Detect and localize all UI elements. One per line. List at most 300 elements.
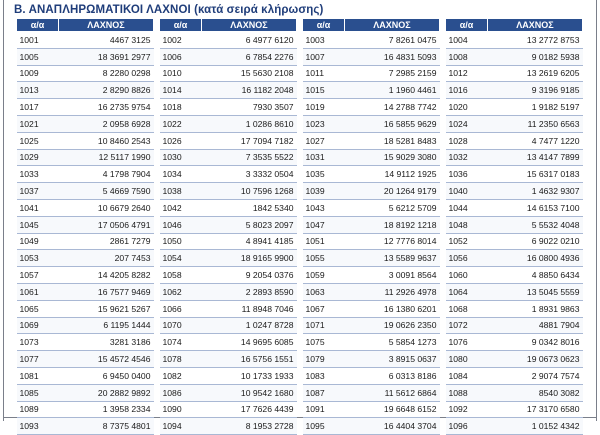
table-row [446,351,583,368]
row-lachnos: 14 4205 8282 [59,267,154,284]
table-row [160,48,297,65]
row-aa: 1014 [160,82,202,99]
row-aa: 1078 [160,351,202,368]
row-aa: 1042 [160,199,202,216]
row-lachnos: 1 9182 5197 [488,99,583,116]
row-lachnos: 3 3332 0504 [202,166,297,183]
table-row [446,32,583,49]
table-row [17,115,154,132]
row-lachnos: 9 0342 8016 [488,334,583,351]
header-aa: α/α [17,19,59,32]
row-aa: 1020 [446,99,488,116]
row-aa: 1006 [160,48,202,65]
table-row [160,384,297,401]
row-aa: 1060 [446,267,488,284]
table-row [303,99,440,116]
table-row [160,317,297,334]
table-row [17,132,154,149]
row-aa: 1046 [160,216,202,233]
table-row [17,300,154,317]
row-lachnos: 8 1953 2728 [202,418,297,435]
table-row [446,250,583,267]
row-aa: 1080 [446,351,488,368]
row-aa: 1002 [160,32,202,49]
row-lachnos: 4 1798 7904 [59,166,154,183]
table-row [17,367,154,384]
table-row [17,283,154,300]
row-aa: 1067 [303,300,345,317]
row-lachnos: 14 2788 7742 [345,99,440,116]
row-aa: 1032 [446,149,488,166]
row-aa: 1024 [446,115,488,132]
table-row [446,401,583,418]
row-aa: 1009 [17,65,59,82]
table-row [17,418,154,435]
table-header-row [303,19,440,32]
row-aa: 1037 [17,183,59,200]
table-row [446,166,583,183]
row-lachnos: 10 7596 1268 [202,183,297,200]
table-row [303,82,440,99]
row-aa: 1085 [17,384,59,401]
row-aa: 1047 [303,216,345,233]
row-aa: 1030 [160,149,202,166]
row-aa: 1029 [17,149,59,166]
row-aa: 1040 [446,183,488,200]
row-aa: 1093 [17,418,59,435]
row-lachnos: 14 9695 6085 [202,334,297,351]
row-aa: 1071 [303,317,345,334]
table-row [446,418,583,435]
row-aa: 1044 [446,199,488,216]
row-aa: 1010 [160,65,202,82]
row-lachnos: 8 7375 4801 [59,418,154,435]
row-aa: 1035 [303,166,345,183]
table-row [160,183,297,200]
table-row [303,115,440,132]
table-row [160,216,297,233]
row-lachnos: 18 3691 2977 [59,48,154,65]
row-aa: 1086 [160,384,202,401]
table-row [446,267,583,284]
row-lachnos: 13 2619 6205 [488,65,583,82]
table-row [160,250,297,267]
row-lachnos: 4 7477 1220 [488,132,583,149]
row-lachnos: 15 6317 0183 [488,166,583,183]
row-aa: 1015 [303,82,345,99]
table-row [17,250,154,267]
table-row [303,351,440,368]
row-lachnos: 12 7776 8014 [345,233,440,250]
row-lachnos: 4 8850 6434 [488,267,583,284]
row-aa: 1069 [17,317,59,334]
row-aa: 1034 [160,166,202,183]
row-lachnos: 13 5589 9637 [345,250,440,267]
row-lachnos: 1 1960 4461 [345,82,440,99]
row-aa: 1018 [160,99,202,116]
table-row [303,233,440,250]
table-row [446,199,583,216]
row-lachnos: 4881 7904 [488,317,583,334]
table-row [446,233,583,250]
row-aa: 1096 [446,418,488,435]
row-lachnos: 1 0247 8728 [202,317,297,334]
row-aa: 1008 [446,48,488,65]
row-lachnos: 18 9165 9900 [202,250,297,267]
row-aa: 1068 [446,300,488,317]
row-aa: 1036 [446,166,488,183]
header-lachnos: ΛΑΧΝΟΣ [345,19,440,32]
row-lachnos: 14 9112 1925 [345,166,440,183]
table-row [17,65,154,82]
row-aa: 1038 [160,183,202,200]
row-aa: 1050 [160,233,202,250]
table-row [446,48,583,65]
row-lachnos: 6 1195 1444 [59,317,154,334]
table-row [303,267,440,284]
header-aa: α/α [160,19,202,32]
row-lachnos: 1 0152 4342 [488,418,583,435]
row-aa: 1049 [17,233,59,250]
row-aa: 1019 [303,99,345,116]
table-row [160,367,297,384]
row-lachnos: 20 2882 9892 [59,384,154,401]
row-lachnos: 16 4831 5093 [345,48,440,65]
row-lachnos: 5 5532 4048 [488,216,583,233]
table-row [446,384,583,401]
table-row [303,65,440,82]
row-aa: 1003 [303,32,345,49]
table-row [17,216,154,233]
table-row [17,384,154,401]
table-row [446,216,583,233]
row-lachnos: 17 7094 7182 [202,132,297,149]
row-lachnos: 18 8192 1218 [345,216,440,233]
table-row [446,317,583,334]
lottery-tables [16,18,583,435]
row-aa: 1063 [303,283,345,300]
row-lachnos: 2 0958 6928 [59,115,154,132]
row-aa: 1021 [17,115,59,132]
row-aa: 1017 [17,99,59,116]
row-aa: 1074 [160,334,202,351]
row-aa: 1083 [303,367,345,384]
row-aa: 1059 [303,267,345,284]
row-lachnos: 12 5117 1990 [59,149,154,166]
lottery-table-2 [159,18,297,435]
header-aa: α/α [303,19,345,32]
row-lachnos: 4 8941 4185 [202,233,297,250]
row-aa: 1091 [303,401,345,418]
table-row [160,300,297,317]
row-lachnos: 17 7626 4439 [202,401,297,418]
table-row [160,401,297,418]
row-aa: 1027 [303,132,345,149]
row-aa: 1062 [160,283,202,300]
table-row [160,115,297,132]
row-aa: 1089 [17,401,59,418]
page-border-right [596,0,597,421]
row-aa: 1094 [160,418,202,435]
row-lachnos: 18 5281 8483 [345,132,440,149]
row-aa: 1001 [17,32,59,49]
table-row [160,199,297,216]
row-aa: 1048 [446,216,488,233]
row-lachnos: 1 8931 9863 [488,300,583,317]
row-lachnos: 6 4977 6120 [202,32,297,49]
row-aa: 1043 [303,199,345,216]
table-row [17,166,154,183]
table-row [303,317,440,334]
row-aa: 1031 [303,149,345,166]
table-row [17,32,154,49]
row-lachnos: 7 2985 2159 [345,65,440,82]
table-row [303,32,440,49]
header-lachnos: ΛΑΧΝΟΣ [59,19,154,32]
page-border-left [3,0,4,421]
row-aa: 1011 [303,65,345,82]
row-aa: 1064 [446,283,488,300]
table-row [160,233,297,250]
row-lachnos: 1 4632 9307 [488,183,583,200]
row-lachnos: 13 2772 8753 [488,32,583,49]
row-aa: 1082 [160,367,202,384]
table-row [17,317,154,334]
row-lachnos: 15 4572 4546 [59,351,154,368]
row-aa: 1025 [17,132,59,149]
row-aa: 1041 [17,199,59,216]
table-row [17,267,154,284]
table-row [446,99,583,116]
row-aa: 1095 [303,418,345,435]
row-aa: 1066 [160,300,202,317]
table-row [446,82,583,99]
row-aa: 1005 [17,48,59,65]
row-lachnos: 9 0182 5938 [488,48,583,65]
row-lachnos: 2 2893 8590 [202,283,297,300]
row-aa: 1022 [160,115,202,132]
table-row [303,384,440,401]
row-aa: 1061 [17,283,59,300]
table-row [160,99,297,116]
table-row [303,149,440,166]
row-lachnos: 11 8948 7046 [202,300,297,317]
row-lachnos: 7 3535 5522 [202,149,297,166]
table-row [446,132,583,149]
row-lachnos: 5 5854 1273 [345,334,440,351]
row-lachnos: 16 1182 2048 [202,82,297,99]
table-row [160,351,297,368]
table-header-row [446,19,583,32]
row-aa: 1055 [303,250,345,267]
table-row [160,283,297,300]
row-lachnos: 13 4147 7899 [488,149,583,166]
table-row [17,351,154,368]
row-lachnos: 19 6648 6152 [345,401,440,418]
table-row [160,82,297,99]
lottery-table-4 [445,18,583,435]
table-header-row [160,19,297,32]
table-row [303,132,440,149]
row-lachnos: 2861 7279 [59,233,154,250]
row-aa: 1016 [446,82,488,99]
row-aa: 1088 [446,384,488,401]
table-row [446,183,583,200]
row-lachnos: 5 6212 5709 [345,199,440,216]
table-row [303,183,440,200]
row-lachnos: 6 7854 2276 [202,48,297,65]
row-lachnos: 5 8023 2097 [202,216,297,233]
row-lachnos: 16 1380 6201 [345,300,440,317]
row-aa: 1033 [17,166,59,183]
table-row [160,65,297,82]
row-lachnos: 5 4669 7590 [59,183,154,200]
row-lachnos: 11 2350 6563 [488,115,583,132]
row-aa: 1053 [17,250,59,267]
table-row [303,283,440,300]
row-aa: 1045 [17,216,59,233]
lottery-table-1 [16,18,154,435]
row-aa: 1004 [446,32,488,49]
table-row [160,166,297,183]
row-lachnos: 11 5612 6864 [345,384,440,401]
table-row [303,401,440,418]
row-lachnos: 10 8460 2543 [59,132,154,149]
row-aa: 1081 [17,367,59,384]
table-row [160,32,297,49]
row-lachnos: 16 5855 9629 [345,115,440,132]
row-lachnos: 7930 3507 [202,99,297,116]
header-lachnos: ΛΑΧΝΟΣ [488,19,583,32]
header-aa: α/α [446,19,488,32]
row-lachnos: 16 7577 9469 [59,283,154,300]
row-lachnos: 3 0091 8564 [345,267,440,284]
table-row [303,216,440,233]
row-aa: 1087 [303,384,345,401]
table-header-row [17,19,154,32]
row-aa: 1076 [446,334,488,351]
lottery-table-3 [302,18,440,435]
row-lachnos: 19 0673 0623 [488,351,583,368]
row-aa: 1012 [446,65,488,82]
row-lachnos: 4467 3125 [59,32,154,49]
row-aa: 1079 [303,351,345,368]
row-aa: 1090 [160,401,202,418]
row-lachnos: 10 1733 1933 [202,367,297,384]
row-aa: 1026 [160,132,202,149]
row-lachnos: 3281 3186 [59,334,154,351]
table-row [17,48,154,65]
table-row [446,300,583,317]
row-lachnos: 20 1264 9179 [345,183,440,200]
table-row [160,334,297,351]
row-lachnos: 6 9022 0210 [488,233,583,250]
table-row [303,48,440,65]
row-lachnos: 15 9029 3080 [345,149,440,166]
row-lachnos: 15 5630 2108 [202,65,297,82]
row-aa: 1092 [446,401,488,418]
row-lachnos: 1 3958 2334 [59,401,154,418]
row-aa: 1072 [446,317,488,334]
row-aa: 1039 [303,183,345,200]
row-lachnos: 19 0626 2350 [345,317,440,334]
row-lachnos: 10 6679 2640 [59,199,154,216]
table-row [160,418,297,435]
table-row [160,132,297,149]
table-row [303,166,440,183]
row-lachnos: 16 0800 4936 [488,250,583,267]
row-aa: 1075 [303,334,345,351]
table-row [160,267,297,284]
row-aa: 1013 [17,82,59,99]
table-row [17,149,154,166]
table-row [303,300,440,317]
row-lachnos: 16 5756 1551 [202,351,297,368]
table-row [446,283,583,300]
table-row [446,149,583,166]
row-lachnos: 16 2735 9754 [59,99,154,116]
table-row [17,199,154,216]
row-lachnos: 2 9074 7574 [488,367,583,384]
row-lachnos: 8 2280 0298 [59,65,154,82]
table-row [446,334,583,351]
row-lachnos: 3 8915 0637 [345,351,440,368]
row-lachnos: 6 9450 0400 [59,367,154,384]
row-lachnos: 7 8261 0475 [345,32,440,49]
row-lachnos: 14 6153 7100 [488,199,583,216]
table-row [160,149,297,166]
row-aa: 1073 [17,334,59,351]
row-aa: 1058 [160,267,202,284]
section-title: Β. ΑΝΑΠΛΗΡΩΜΑΤΙΚΟΙ ΛΑΧΝΟΙ (κατά σειρά κλήρωσης) [14,4,324,16]
table-row [17,233,154,250]
table-row [17,82,154,99]
table-row [303,250,440,267]
row-lachnos: 9 2054 0376 [202,267,297,284]
row-lachnos: 1842 5340 [202,199,297,216]
table-row [446,367,583,384]
row-aa: 1023 [303,115,345,132]
row-aa: 1077 [17,351,59,368]
row-lachnos: 6 0313 8186 [345,367,440,384]
row-aa: 1028 [446,132,488,149]
row-lachnos: 9 3196 9185 [488,82,583,99]
row-aa: 1070 [160,317,202,334]
row-aa: 1084 [446,367,488,384]
table-row [17,183,154,200]
row-lachnos: 10 9542 1680 [202,384,297,401]
row-aa: 1057 [17,267,59,284]
table-row [303,418,440,435]
table-row [17,99,154,116]
row-lachnos: 16 4404 3704 [345,418,440,435]
row-aa: 1052 [446,233,488,250]
row-lachnos: 15 9621 5267 [59,300,154,317]
table-row [446,115,583,132]
row-lachnos: 13 5045 5559 [488,283,583,300]
row-aa: 1007 [303,48,345,65]
row-lachnos: 17 3170 6580 [488,401,583,418]
table-row [303,334,440,351]
row-aa: 1065 [17,300,59,317]
table-row [17,334,154,351]
row-aa: 1054 [160,250,202,267]
row-lachnos: 17 0506 4791 [59,216,154,233]
row-lachnos: 2 8290 8826 [59,82,154,99]
row-lachnos: 1 0286 8610 [202,115,297,132]
row-aa: 1056 [446,250,488,267]
row-lachnos: 8540 3082 [488,384,583,401]
